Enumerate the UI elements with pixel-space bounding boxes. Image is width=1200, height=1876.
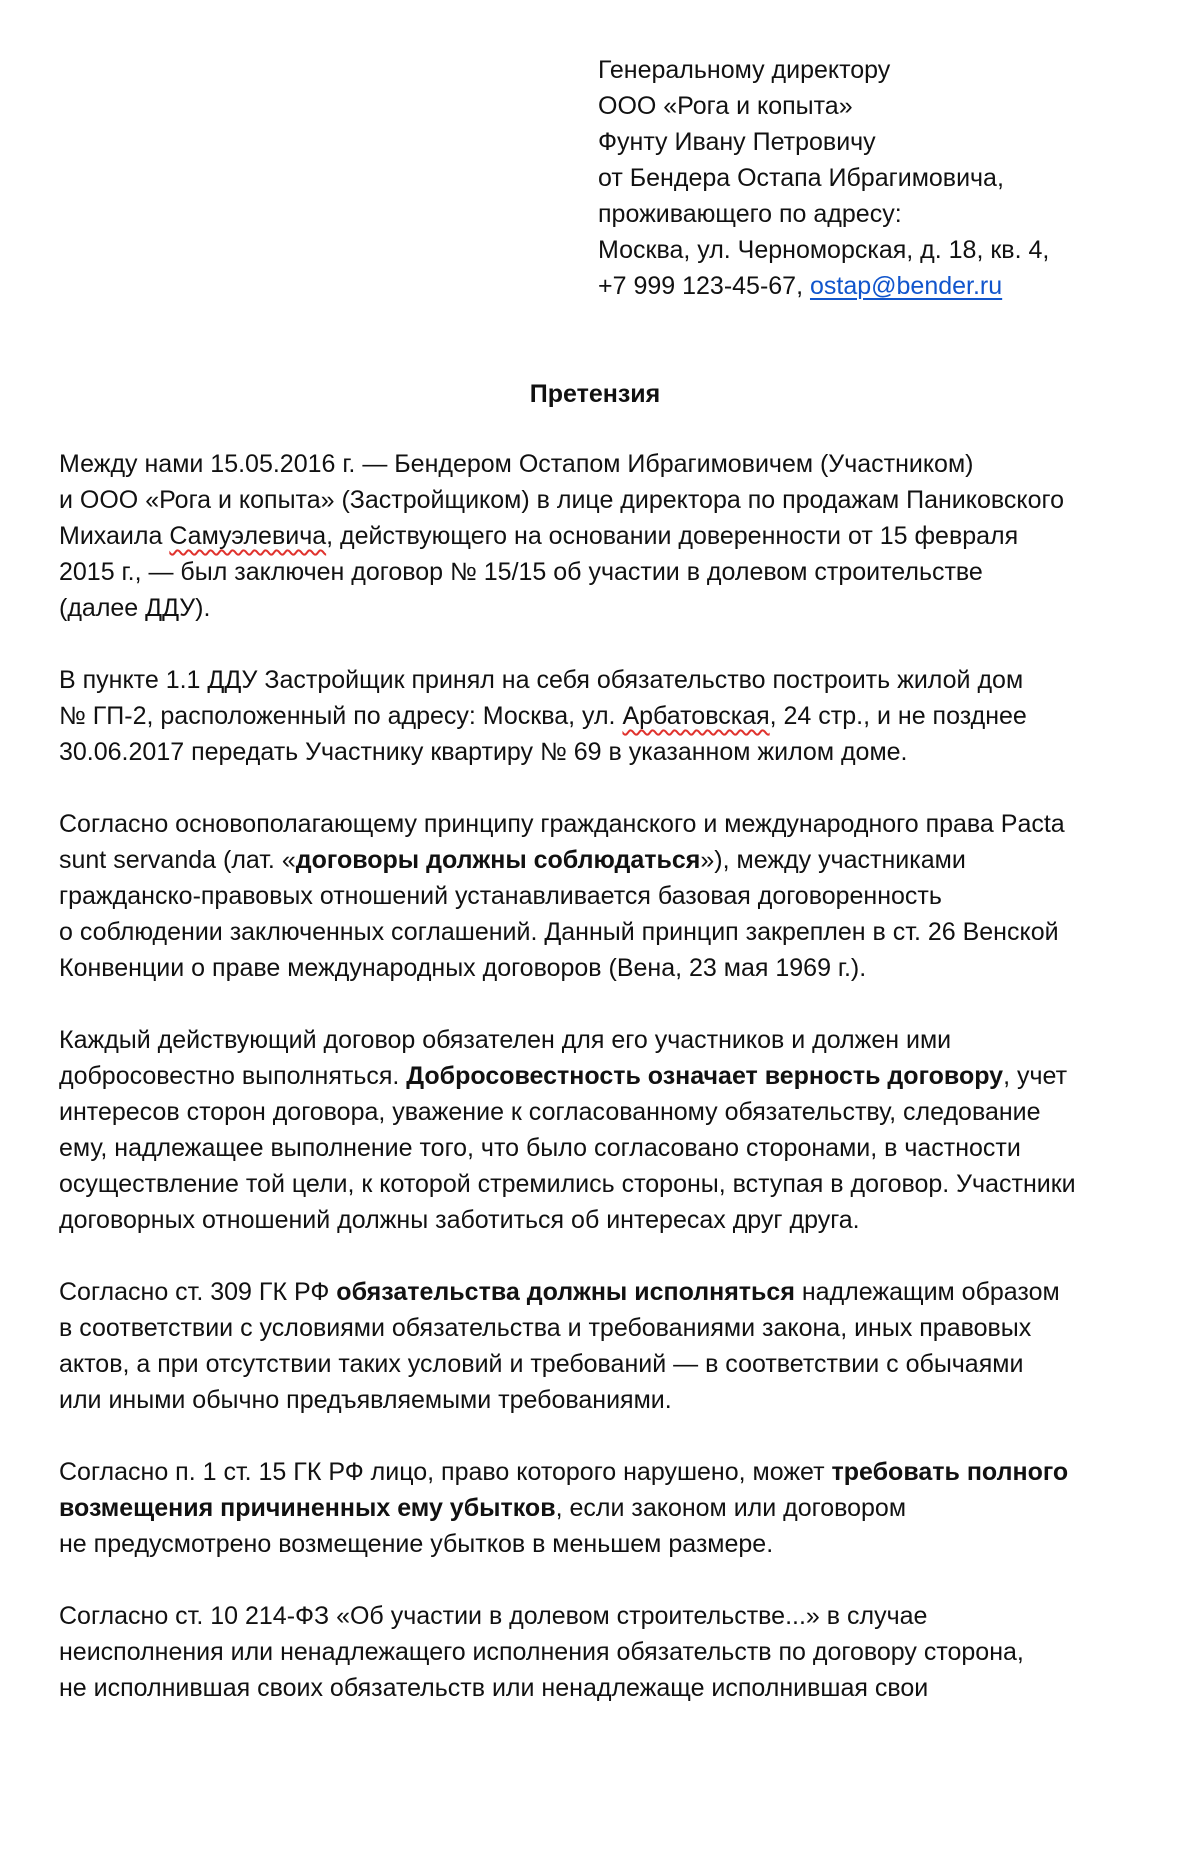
paragraph-line: интересов сторон договора, уважение к согласованному обязательству, следование — [59, 1098, 1041, 1126]
text-fragment: , если законом или договором — [555, 1494, 907, 1522]
paragraph-line — [59, 698, 1189, 734]
paragraph-line: гражданско-правовых отношений устанавливается базовая договоренность — [59, 882, 942, 910]
sender-contacts — [598, 268, 1188, 304]
paragraph-article-309 — [59, 1274, 1189, 1418]
text-fragment: надлежащим образом — [794, 1278, 1060, 1306]
addressee-block — [598, 52, 1188, 304]
paragraph-line: неисполнения или ненадлежащего исполнения обязательств по договору сторона, — [59, 1638, 1024, 1666]
paragraph-parties — [59, 446, 1189, 626]
paragraph-line: или иными обычно предъявляемыми требованиями. — [59, 1386, 672, 1414]
text-fragment: , учет — [1003, 1062, 1068, 1090]
paragraph-line — [59, 518, 1189, 554]
paragraph-line: в соответствии с условиями обязательства и требованиями закона, иных правовых — [59, 1314, 1032, 1342]
bold-fragment: договоры должны соблюдаться — [295, 846, 701, 874]
text-fragment: »), между участниками — [700, 846, 966, 874]
text-fragment: Согласно ст. 309 ГК РФ — [59, 1278, 337, 1306]
paragraph-214-fz — [59, 1598, 1189, 1706]
addressee-name: Фунту Ивану Петровичу — [598, 128, 876, 156]
paragraph-line: договорных отношений должны заботиться об интересах друг друга. — [59, 1206, 860, 1234]
paragraph-line — [59, 1274, 1189, 1310]
bold-fragment: Добросовестность означает верность договору — [406, 1062, 1004, 1090]
addressee-position: Генеральному директору — [598, 56, 891, 84]
sender-name: от Бендера Остапа Ибрагимовича, — [598, 164, 1004, 192]
paragraph-line: 30.06.2017 передать Участнику квартиру № 69 в указанном жилом доме. — [59, 738, 908, 766]
paragraph-line: Согласно основополагающему принципу гражданского и международного права Pacta — [59, 810, 1065, 838]
text-fragment: Согласно п. 1 ст. 15 ГК РФ лицо, право которого нарушено, может — [59, 1458, 832, 1486]
sender-address-label: проживающего по адресу: — [598, 200, 902, 228]
paragraph-obligation — [59, 662, 1189, 770]
paragraph-line — [59, 1058, 1189, 1094]
paragraph-line: не предусмотрено возмещение убытков в меньшем размере. — [59, 1530, 774, 1558]
paragraph-line — [59, 1454, 1189, 1490]
paragraph-line: Конвенции о праве международных договоров (Вена, 23 мая 1969 г.). — [59, 954, 867, 982]
paragraph-line: актов, а при отсутствии таких условий и требований — в соответствии с обычаями — [59, 1350, 1024, 1378]
paragraph-line: и ООО «Рога и копыта» (Застройщиком) в лице директора по продажам Паниковского — [59, 486, 1064, 514]
paragraph-line: не исполнившая своих обязательств или ненадлежаще исполнившая свои — [59, 1674, 929, 1702]
paragraph-good-faith — [59, 1022, 1189, 1238]
paragraph-line: о соблюдении заключенных соглашений. Данный принцип закреплен в ст. 26 Венской — [59, 918, 1059, 946]
text-fragment: Михаила — [59, 522, 170, 550]
text-fragment: , действующего на основании доверенности от 15 февраля — [326, 522, 1019, 550]
paragraph-line: Согласно ст. 10 214-ФЗ «Об участии в долевом строительстве...» в случае — [59, 1602, 928, 1630]
bold-fragment: возмещения причиненных ему убытков — [59, 1494, 556, 1522]
paragraph-line: ему, надлежащее выполнение того, что было согласовано сторонами, в частности — [59, 1134, 1021, 1162]
text-fragment: , 24 стр., и не позднее — [769, 702, 1027, 730]
spellcheck-word: Арбатовская — [622, 702, 770, 730]
bold-fragment: обязательства должны исполняться — [336, 1278, 795, 1306]
text-fragment: добросовестно выполняться. — [59, 1062, 407, 1090]
spellcheck-word: Самуэлевича — [169, 522, 327, 550]
sender-address: Москва, ул. Черноморская, д. 18, кв. 4, — [598, 236, 1050, 264]
text-fragment: sunt servanda (лат. « — [59, 846, 296, 874]
paragraph-line: Каждый действующий договор обязателен для его участников и должен ими — [59, 1026, 952, 1054]
addressee-company: ООО «Рога и копыта» — [598, 92, 853, 120]
paragraph-line — [59, 1490, 1189, 1526]
paragraph-article-15 — [59, 1454, 1189, 1562]
paragraph-line — [59, 842, 1189, 878]
paragraph-line: 2015 г., — был заключен договор № 15/15 об участии в долевом строительстве — [59, 558, 983, 586]
bold-fragment: требовать полного — [831, 1458, 1069, 1486]
paragraph-pacta-sunt-servanda — [59, 806, 1189, 986]
document-title: Претензия — [529, 380, 661, 408]
paragraph-line: Между нами 15.05.2016 г. — Бендером Остапом Ибрагимовичем (Участником) — [59, 450, 974, 478]
paragraph-line: осуществление той цели, к которой стремились стороны, вступая в договор. Участники — [59, 1170, 1076, 1198]
sender-phone: +7 999 123-45-67, — [598, 272, 810, 300]
sender-email-link[interactable]: ostap@bender.ru — [809, 272, 1003, 300]
paragraph-line: (далее ДДУ). — [59, 594, 211, 622]
text-fragment: № ГП-2, расположенный по адресу: Москва, ул. — [59, 702, 623, 730]
paragraph-line: В пункте 1.1 ДДУ Застройщик принял на себя обязательство построить жилой дом — [59, 666, 1024, 694]
